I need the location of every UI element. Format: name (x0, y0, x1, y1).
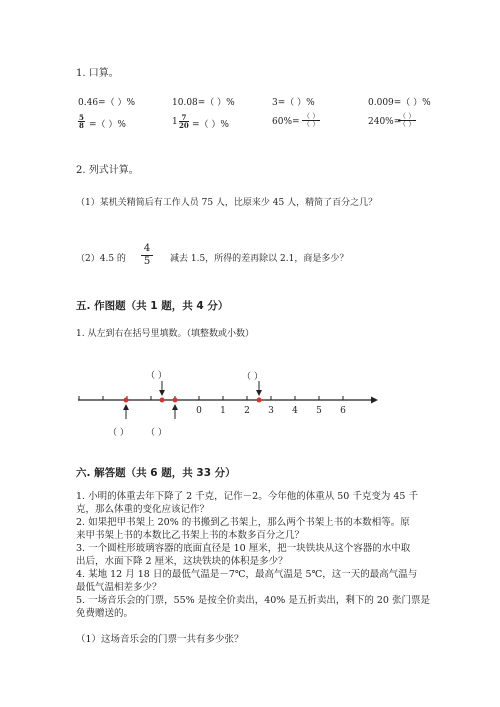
point-marker-1 (124, 398, 129, 403)
fraction-denominator: （ ） (303, 120, 320, 128)
problem-4-line-2: 最低气温相差多少？ (76, 582, 162, 593)
question-1: （1）某机关精简后有工作人员 75 人，比原来少 45 人，精简了百分之几？ (76, 198, 378, 208)
point-marker-4 (257, 398, 262, 403)
oral-item-4: 0.009=（ ）% (368, 98, 431, 108)
fraction-denominator: 8 (79, 121, 84, 130)
tick-label-0: 0 (196, 406, 202, 416)
tick-label-6: 6 (340, 406, 346, 416)
problem-1-line-2: 克，那么体重的变化应该记作？ (76, 504, 210, 515)
oral-item-6-whole: 1 (172, 117, 178, 127)
fraction-numerator: （ ） (399, 112, 416, 120)
problem-5-line-1: 5. 一场音乐会的门票，55% 是按全价卖出，40% 是五折卖出，剩下的 20 张门票是 (76, 595, 430, 606)
fraction-denominator: 5 (143, 256, 151, 267)
problem-5-line-2: 免费赠送的。 (76, 608, 134, 619)
tick-label-3: 3 (268, 406, 274, 416)
sub-question-1: （1）这场音乐会的门票一共有多少张？ (76, 634, 244, 645)
section-title-lieshi: 2. 列式计算。 (76, 165, 139, 176)
problem-4-line-1: 4. 某地 12 月 18 日的最低气温是－7℃，最高气温是 5℃，这一天的最高气温与 (76, 569, 418, 580)
fraction-numerator: （ ） (303, 112, 320, 120)
oral-item-3: 3=（ ）% (272, 98, 315, 108)
section-6-heading: 六. 解答题（共 6 题，共 33 分） (76, 467, 236, 479)
problem-2-line-1: 2. 如果把甲书架上 20% 的书搬到乙书架上，那么两个书架上书的本数相等。原 (76, 517, 410, 528)
bottom-paren-1: （ ） (108, 428, 129, 438)
section-5-heading: 五. 作图题（共 1 题，共 4 分） (76, 300, 229, 312)
tick-label-4: 4 (292, 406, 298, 416)
top-paren-2: （ ） (242, 372, 263, 382)
down-arrow-1 (159, 381, 165, 396)
oral-item-5-rest: =（ ）% (89, 120, 126, 130)
oral-item-2: 10.08=（ ）% (172, 98, 235, 108)
problem-1-line-1: 1. 小明的体重去年下降了 2 千克，记作－2。今年他的体重从 50 千克变为 45 千 (76, 491, 418, 502)
fraction-numerator: 5 (79, 113, 84, 122)
up-arrow-1 (123, 404, 129, 419)
oral-item-7-pre: 60%= (272, 117, 300, 127)
bottom-paren-2: （ ） (146, 428, 167, 438)
fraction-denominator: （ ） (399, 120, 416, 128)
tick-label-1: 1 (220, 406, 226, 416)
down-arrow-2 (256, 381, 262, 396)
fraction-numerator: 4 (141, 243, 153, 256)
point-marker-3 (173, 398, 178, 403)
problem-3-line-2: 出后，水面下降 2 厘米，这块铁块的体积是多少？ (76, 556, 288, 567)
fraction-numerator: 7 (179, 114, 189, 122)
tick-label-5: 5 (316, 406, 322, 416)
section-title-kousuan: 1. 口算。 (76, 68, 119, 79)
problem-3-line-1: 3. 一个圆柱形玻璃容器的底面直径是 10 厘米，把一块铁块从这个容器的水中取 (76, 543, 411, 554)
up-arrow-2 (172, 404, 178, 419)
problem-2-line-2: 来甲书架上书的本数比乙书架上书的本数多百分之几？ (76, 530, 305, 541)
number-line-arrowhead (371, 397, 378, 404)
fraction-denominator: 20 (179, 121, 189, 130)
number-line-tick-labels (196, 406, 346, 416)
question-2-post: 减去 1.5，所得的差再除以 2.1，商是多少？ (170, 254, 349, 264)
point-marker-2 (160, 398, 165, 403)
oral-item-6-rest: =（ ）% (192, 120, 229, 130)
question-2-pre: （2）4.5 的 (76, 254, 126, 264)
oral-item-1: 0.46=（ ）% (78, 98, 135, 108)
section-5-instruction: 1. 从左到右在括号里填数。（填整数或小数） (76, 329, 254, 339)
top-paren-1: （ ） (146, 371, 167, 381)
oral-item-8-pre: 240%= (368, 117, 402, 127)
tick-label-2: 2 (244, 406, 250, 416)
